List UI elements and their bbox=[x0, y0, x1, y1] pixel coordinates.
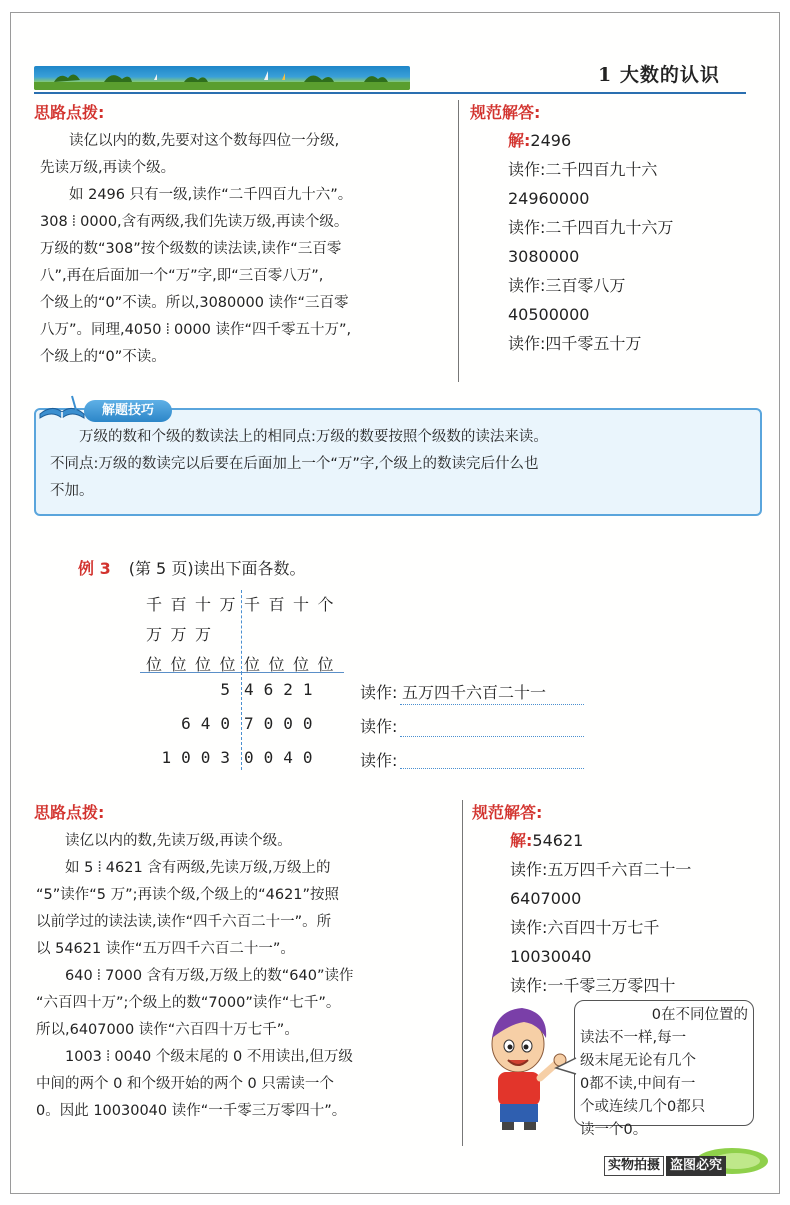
place-label: 十 bbox=[293, 595, 313, 614]
answer2-line: 读作:五万四千六百二十一 bbox=[510, 860, 692, 879]
place-label: 万 bbox=[219, 595, 239, 614]
tip-line: 万级的数和个级的数读法上的相同点:万级的数要按照个级数的读法来读。 bbox=[79, 429, 548, 445]
answer1-line: 40500000 bbox=[508, 305, 590, 324]
bubble-line: 级末尾无论有几个 bbox=[580, 1053, 696, 1069]
level-divider bbox=[241, 672, 242, 770]
section2-line: 640 ⦙ 7000 含有万级,万级上的数“640”读作 bbox=[65, 968, 354, 984]
section2-line: 以 54621 读作“五万四千六百二十一”。 bbox=[36, 941, 295, 957]
place-label: 位 bbox=[293, 655, 313, 674]
section2-line: 如 5 ⦙ 4621 含有两级,先读万级,万级上的 bbox=[65, 860, 331, 876]
header-rule bbox=[34, 92, 746, 94]
place-label: 位 bbox=[219, 655, 239, 674]
section2-line: “六百四十万”;个级上的数“7000”读作“七千”。 bbox=[36, 995, 341, 1011]
answer2-line: 10030040 bbox=[510, 947, 592, 966]
bubble-line: 读法不一样,每一 bbox=[580, 1030, 687, 1046]
place-label: 十 bbox=[195, 595, 215, 614]
answer2-line: 6407000 bbox=[510, 889, 582, 908]
section2-line: 以前学过的读法读,读作“四千六百二十一”。所 bbox=[36, 914, 332, 930]
row-wan-digits: 640 bbox=[181, 714, 240, 733]
watermark-stamp bbox=[604, 1156, 728, 1174]
place-label: 万 bbox=[146, 625, 166, 644]
tip-label: 解题技巧 bbox=[84, 400, 172, 422]
answer2-title: 规范解答: bbox=[472, 803, 543, 822]
section2-line: 0。因此 10030040 读作“一千零三万零四十”。 bbox=[36, 1103, 347, 1119]
place-underline bbox=[140, 672, 344, 673]
section1-line: 如 2496 只有一级,读作“二千四百九十六”。 bbox=[69, 187, 353, 203]
section2-line: “5”读作“5 万”;再读个级,个级上的“4621”按照 bbox=[36, 887, 340, 903]
stamp-right: 盗图必究 bbox=[666, 1156, 726, 1176]
section1-line: 先读万级,再读个级。 bbox=[40, 160, 176, 176]
section1-line: 个级上的“0”不读。所以,3080000 读作“三百零 bbox=[40, 295, 349, 311]
answer1-line: 读作:二千四百九十六 bbox=[508, 160, 658, 179]
section1-line: 308 ⦙ 0000,含有两级,我们先读万级,再读个级。 bbox=[40, 214, 349, 230]
example-label: 例 3 bbox=[78, 559, 111, 578]
place-label: 千 bbox=[244, 595, 264, 614]
place-label: 位 bbox=[195, 655, 215, 674]
place-label: 位 bbox=[146, 655, 166, 674]
place-label: 百 bbox=[268, 595, 288, 614]
section2-line: 读亿以内的数,先读万级,再读个级。 bbox=[65, 833, 292, 849]
place-label: 位 bbox=[170, 655, 190, 674]
column-divider bbox=[458, 100, 459, 382]
place-label: 位 bbox=[244, 655, 264, 674]
answer2-line: 读作:六百四十万七千 bbox=[510, 918, 660, 937]
bubble-text bbox=[580, 1004, 748, 1142]
bubble-line: 读一个0。 bbox=[580, 1122, 648, 1138]
answer-line bbox=[400, 704, 584, 705]
place-label: 位 bbox=[268, 655, 288, 674]
place-label: 百 bbox=[170, 595, 190, 614]
row-ge-digits: 4621 bbox=[244, 680, 323, 699]
section1-body bbox=[40, 128, 454, 371]
stamp-left: 实物拍摄 bbox=[604, 1156, 664, 1176]
answer1-line: 2496 bbox=[530, 131, 572, 150]
tip-line: 不同点:万级的数读完以后要在后面加上一个“万”字,个级上的数读完后什么也 bbox=[50, 456, 539, 472]
read-label: 读作: bbox=[360, 683, 398, 702]
place-label: 千 bbox=[146, 595, 166, 614]
place-label: 个 bbox=[317, 595, 337, 614]
answer1-line: 读作:二千四百九十六万 bbox=[508, 218, 674, 237]
tip-body bbox=[50, 424, 750, 505]
level-divider bbox=[241, 590, 242, 674]
section2-line: 所以,6407000 读作“六百四十万七千”。 bbox=[36, 1022, 299, 1038]
row-wan-digits: 1003 bbox=[161, 748, 240, 767]
answer-blank[interactable] bbox=[400, 768, 584, 769]
chapter-title: 1 大数的认识 bbox=[598, 64, 720, 86]
example-heading bbox=[78, 556, 306, 579]
answer1-title: 规范解答: bbox=[470, 103, 541, 122]
place-label: 万 bbox=[195, 625, 215, 644]
place-label: 万 bbox=[170, 625, 190, 644]
read-label: 读作: bbox=[360, 751, 398, 770]
section2-body bbox=[36, 828, 460, 1125]
section1-line: 八万”。同理,4050 ⦙ 0000 读作“四千零五十万”, bbox=[40, 322, 352, 338]
example-text: (第 5 页)读出下面各数。 bbox=[128, 559, 306, 578]
open-book-icon bbox=[36, 392, 88, 422]
bubble-line: 0在不同位置的 bbox=[651, 1007, 748, 1023]
answer1-line: 读作:三百零八万 bbox=[508, 276, 626, 295]
jie-label: 解: bbox=[508, 131, 531, 150]
place-label: 位 bbox=[317, 655, 337, 674]
section1-line: 八”,再在后面加一个“万”字,即“三百零八万”, bbox=[40, 268, 324, 284]
jie-label: 解: bbox=[510, 831, 533, 850]
section1-line: 万级的数“308”按个级数的读法读,读作“三百零 bbox=[40, 241, 342, 257]
answer2-line: 读作:一千零三万零四十 bbox=[510, 976, 676, 995]
answer1-line: 24960000 bbox=[508, 189, 590, 208]
read-label: 读作: bbox=[360, 717, 398, 736]
answer-blank[interactable] bbox=[400, 736, 584, 737]
row-ge-digits: 7000 bbox=[244, 714, 323, 733]
column-divider bbox=[462, 800, 463, 1146]
row-wan-digits: 5 bbox=[220, 680, 240, 699]
tip-line: 不加。 bbox=[50, 483, 94, 499]
section1-line: 读亿以内的数,先要对这个数每四位一分级, bbox=[69, 133, 340, 149]
section2-line: 中间的两个 0 和个级开始的两个 0 只需读一个 bbox=[36, 1076, 334, 1092]
header-banner-image bbox=[34, 66, 410, 90]
section2-title: 思路点拨: bbox=[34, 803, 105, 822]
answer1-body bbox=[508, 126, 748, 358]
bubble-tail bbox=[554, 1056, 578, 1076]
reading-answer: 五万四千六百二十一 bbox=[402, 683, 547, 702]
answer2-line: 54621 bbox=[532, 831, 584, 850]
row-ge-digits: 0040 bbox=[244, 748, 323, 767]
number-rows bbox=[140, 680, 350, 780]
section1-line: 个级上的“0”不读。 bbox=[40, 349, 166, 365]
bubble-line: 个或连续几个0都只 bbox=[580, 1099, 706, 1115]
bubble-line: 0都不读,中间有一 bbox=[580, 1076, 696, 1092]
answer2-body bbox=[510, 826, 760, 1000]
answer1-line: 3080000 bbox=[508, 247, 580, 266]
answer1-line: 读作:四千零五十万 bbox=[508, 334, 642, 353]
section2-line: 1003 ⦙ 0040 个级末尾的 0 不用读出,但万级 bbox=[65, 1049, 353, 1065]
section1-title: 思路点拨: bbox=[34, 103, 105, 122]
